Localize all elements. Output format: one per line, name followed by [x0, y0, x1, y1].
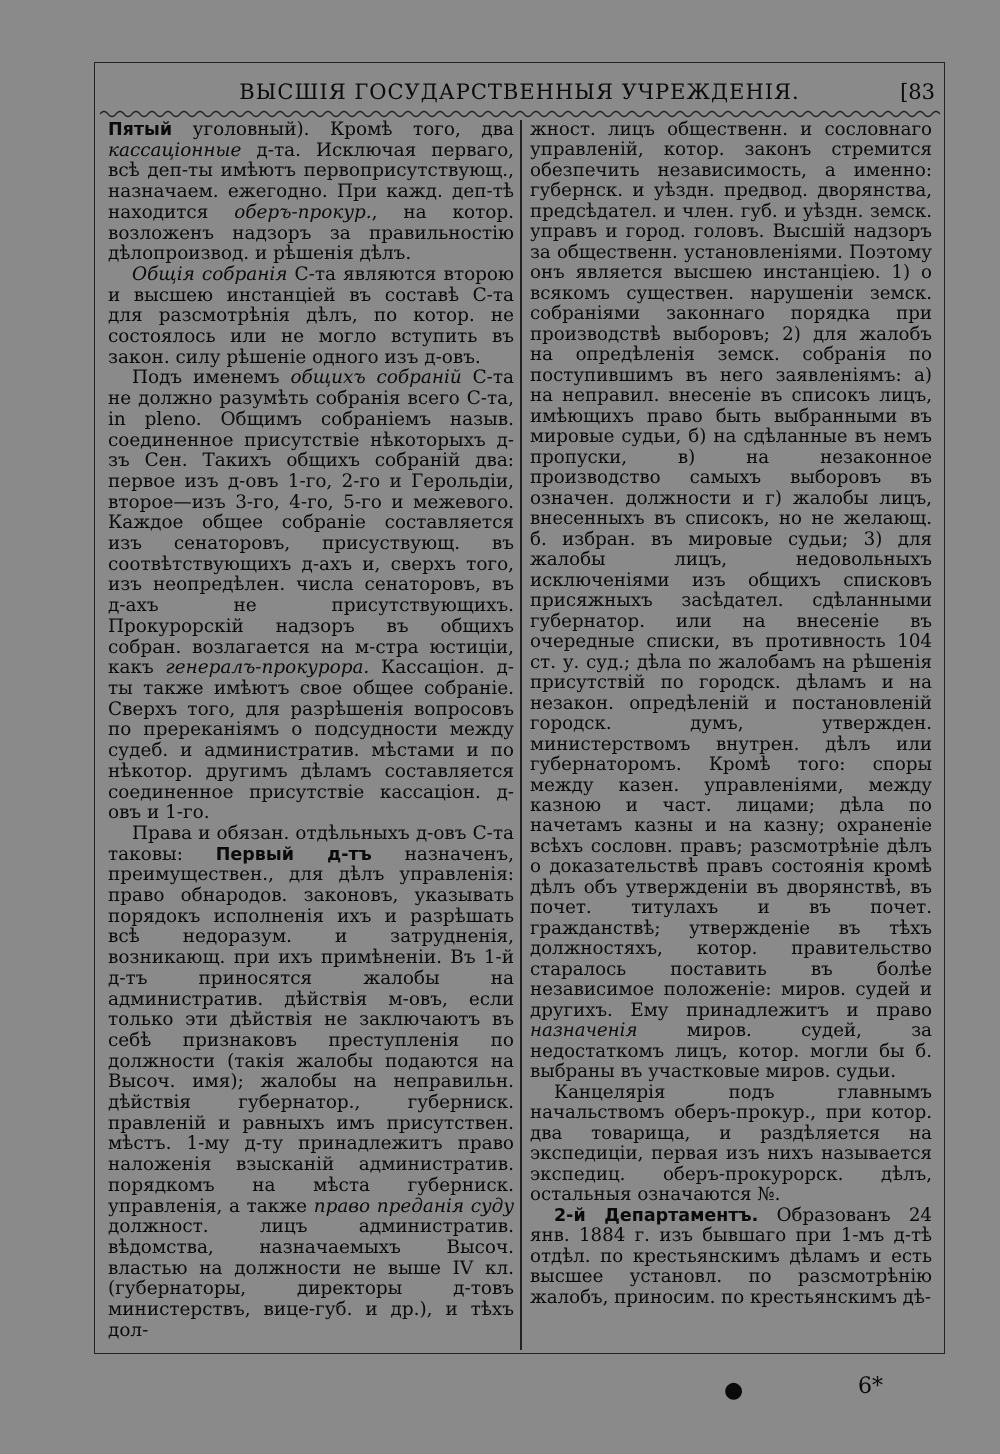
paragraph: Права и обязан. отдѣльныхъ д-овъ С-та таковы: Первый д-тъ назначенъ, преимуществен., для дѣлъ управленiя: право обнародов. законовъ, указывать порядокъ исполненiя ихъ и разрѣшать всѣ недоразум. и затрудненiя, возникающ. при ихъ примѣненiи. Въ 1-й д-тъ приносятся жалобы на административ. дѣйствiя м-овъ, если только эти дѣйствiя не заключаютъ въ себѣ признаковъ преступленiя по должности (такiя жалобы подаются на Высоч. имя); жалобы на неправильн. дѣйствiя губернатор., губерниск. правленiй и равныхъ имъ присутствен. мѣстъ. 1-му д-ту принадлежитъ право наложенiя взысканiй административ. порядкомъ на мѣста губерниск. управленiя, а также право преданiя суду должност. лицъ административ. вѣдомства, назначаемыхъ Высоч. властью на должности не выше IV кл. (губернаторы, директоры д-товъ министерствъ, вице-губ. и др.), и тѣхъ дол- — [108, 822, 514, 1341]
paragraph: Пятый уголовный). Кромѣ того, два кассацiонные д-та. Исключая перваго, всѣ деп-ты имѣютъ первоприсутствующ., назначаем. ежегодно. При кажд. деп-тѣ находится оберъ-прокур., на котор. возложенъ надзоръ за правильностiю дѣлопроизвод. и рѣшенiя дѣлъ. — [108, 119, 514, 265]
running-title: ВЫСШIЯ ГОСУДАРСТВЕННЫЯ УЧРЕЖДЕНIЯ. — [239, 80, 800, 104]
right-column — [530, 120, 932, 1308]
ink-blot-mark: ● — [724, 1378, 744, 1403]
paragraph: 2-й Департаментъ. Образованъ 24 янв. 1884 г. изъ бывшаго при 1-мъ д-тѣ отдѣл. по крестьянскимъ дѣламъ и есть высшее установл. по разсмотрѣнiю жалобъ, приносим. по крестьянскимъ дѣ- — [530, 1204, 932, 1308]
paragraph: Общiя собранiя С-та являются второю и высшею инстанцiей въ составѣ С-та для разсмотрѣнiя дѣлъ, по котор. не состоялось или не могло вступить въ закон. силу рѣшенiе одного изъ д-овъ. — [108, 263, 514, 368]
signature-mark: 6* — [858, 1374, 883, 1399]
left-column — [108, 120, 514, 1341]
paragraph: жност. лицъ общественн. и сословнаго управленiй, котор. законъ стремится обезпечить независимость, а именно: губернск. и уѣздн. предвод. дворянства, предсѣдател. и член. губ. и уѣздн. земск. управъ и город. головъ. Высшiй надзоръ за общественн. установленiями. Поэтому онъ является высшею инстанцiею. 1) о всякомъ существен. нарушенiи земск. собранiями законнаго порядка при производствѣ выборовъ; 2) для жалобъ на опредѣленiя земск. собранiя по поступившимъ въ него заявленiямъ: а) на неправил. внесенiе въ списокъ лицъ, имѣющихъ право быть выбранными въ мировые судьи, б) на сдѣланные въ немъ пропуски, в) на незаконное производство самыхъ выборовъ въ означен. должности и г) жалобы лицъ, внесенныхъ въ списокъ, но не желающ. б. избран. въ мировые судьи; 3) для жалобы лицъ, недовольныхъ исключенiями изъ общихъ списковъ присяжныхъ засѣдател. сдѣланными губернатор. или на внесенiе въ очередные списки, въ противность 104 ст. у. суд.; дѣла по жалобамъ на рѣшенiя присутствiй по городск. дѣламъ и на незакон. опредѣленiй и постановленiй городск. думъ, утвержден. министерствомъ внутрен. дѣлъ или губернаторомъ. Кромѣ того: споры между казен. управленiями, между казною и част. лицами; дѣла по начетамъ казны и на казну; охраненiе всѣхъ сословн. правъ; разсмотрѣнiе дѣлъ о доказательствѣ правъ состоянiя кромѣ дѣлъ объ утвержденiи въ дворянствѣ, въ почет. титулахъ и въ почет. гражданствѣ; утвержденiе въ тѣхъ должностяхъ, котор. правительство старалось поставить въ болѣе независимое положенiе: миров. судей и другихъ. Ему принадлежитъ и право назначенiя миров. судей, за недостаткомъ лицъ, котор. могли бы б. выбраны въ участковые миров. судьи. — [530, 119, 932, 1083]
paragraph: Подъ именемъ общихъ собранiй С-та не должно разумѣть собранiя всего С-та, in pleno. Общимъ собранiемъ назыв. соединенное присутствiе нѣкоторыхъ д-зъ Сен. Такихъ общихъ собранiй два: первое изъ д-овъ 1-го, 2-го и Герольдiи, второе—изъ 3-го, 4-го, 5-го и межевого. Каждое общее собранiе составляется изъ сенаторовъ, присуствующ. въ соотвѣтствующихъ д-ахъ и, сверхъ того, изъ неопредѣлен. числа сенаторовъ, въ д-ахъ не присутствующихъ. Прокурорскiй надзоръ въ общихъ собран. возлагается на м-стра юстицiи, какъ генералъ-прокурора. Кассацiон. д-ты также имѣютъ свое общее собранiе. Сверхъ того, для разрѣшенiя вопросовъ по пререканiямъ о подсудности между судеб. и административ. мѣстами и по нѣкотор. другимъ дѣламъ составляется соединенное присутствiе кассацiон. д-овъ и 1-го. — [108, 367, 515, 824]
page-header — [94, 76, 945, 112]
column-divider — [520, 120, 522, 1350]
page-number: [83 — [900, 80, 935, 104]
paragraph: Канцелярiя подъ главнымъ начальствомъ оберъ-прокур., при котор. два товарища, и раздѣляется на экспедицiи, первая изъ нихъ называется экспедиц. оберъ-прокурорск. дѣлъ, остальныя означаются №. — [530, 1081, 932, 1206]
